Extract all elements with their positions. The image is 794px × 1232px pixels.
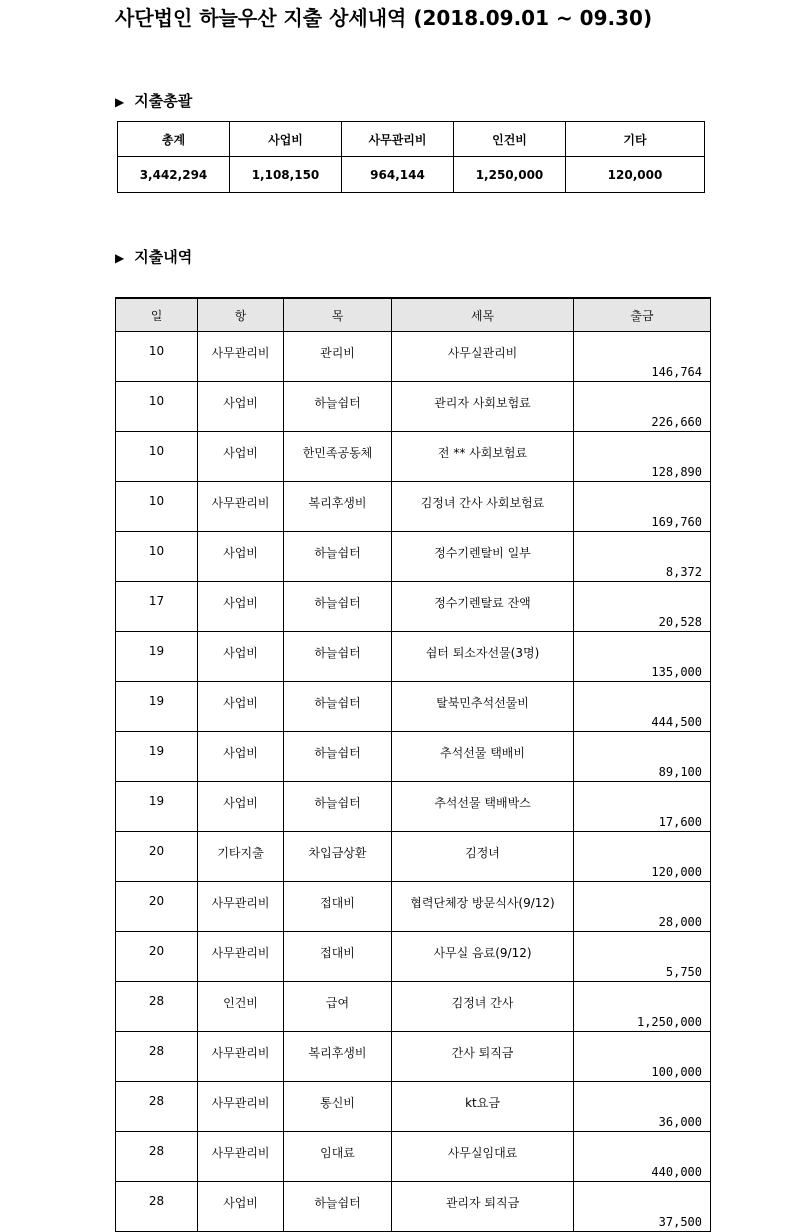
summary-header-cell: 사업비	[230, 122, 342, 157]
detail-cell: 사무실 음료(9/12)	[392, 932, 574, 982]
day-cell: 10	[116, 432, 198, 482]
item-cell: 사무관리비	[198, 1082, 284, 1132]
summary-header-cell: 인건비	[454, 122, 566, 157]
table-row	[116, 682, 711, 732]
day-cell: 28	[116, 1132, 198, 1182]
item-cell: 사무관리비	[198, 882, 284, 932]
item-cell: 사무관리비	[198, 1032, 284, 1082]
summary-value-cell: 964,144	[342, 157, 454, 193]
detail-header-cell: 항	[198, 298, 284, 332]
detail-cell: 전 ** 사회보험료	[392, 432, 574, 482]
detail-section-heading	[115, 246, 192, 267]
detail-header-cell: 일	[116, 298, 198, 332]
detail-cell: 정수기렌탈료 잔액	[392, 582, 574, 632]
table-row	[116, 582, 711, 632]
day-cell: 19	[116, 632, 198, 682]
amount-cell: 100,000	[574, 1032, 711, 1082]
category-cell: 접대비	[284, 882, 392, 932]
category-cell: 하늘쉼터	[284, 632, 392, 682]
table-row	[116, 332, 711, 382]
day-cell: 20	[116, 882, 198, 932]
category-cell: 하늘쉼터	[284, 782, 392, 832]
detail-cell: 김정녀	[392, 832, 574, 882]
table-row	[116, 882, 711, 932]
day-cell: 19	[116, 782, 198, 832]
category-cell: 급여	[284, 982, 392, 1032]
day-cell: 19	[116, 732, 198, 782]
amount-cell: 89,100	[574, 732, 711, 782]
detail-header-cell: 목	[284, 298, 392, 332]
category-cell: 하늘쉼터	[284, 532, 392, 582]
summary-header-cell: 기타	[566, 122, 705, 157]
item-cell: 사무관리비	[198, 1132, 284, 1182]
item-cell: 사업비	[198, 582, 284, 632]
category-cell: 차입금상환	[284, 832, 392, 882]
amount-cell: 20,528	[574, 582, 711, 632]
category-cell: 복리후생비	[284, 1032, 392, 1082]
amount-cell: 120,000	[574, 832, 711, 882]
table-row	[116, 482, 711, 532]
summary-header-cell: 총계	[118, 122, 230, 157]
category-cell: 관리비	[284, 332, 392, 382]
amount-cell: 28,000	[574, 882, 711, 932]
amount-cell: 17,600	[574, 782, 711, 832]
detail-cell: kt요금	[392, 1082, 574, 1132]
item-cell: 사업비	[198, 782, 284, 832]
item-cell: 사무관리비	[198, 932, 284, 982]
day-cell: 10	[116, 532, 198, 582]
summary-header-cell: 사무관리비	[342, 122, 454, 157]
table-row	[116, 782, 711, 832]
detail-cell: 쉼터 퇴소자선물(3명)	[392, 632, 574, 682]
category-cell: 하늘쉼터	[284, 382, 392, 432]
summary-value-row	[118, 157, 705, 193]
day-cell: 20	[116, 832, 198, 882]
category-cell: 하늘쉼터	[284, 1182, 392, 1232]
table-row	[116, 432, 711, 482]
item-cell: 사업비	[198, 1182, 284, 1232]
amount-cell: 128,890	[574, 432, 711, 482]
detail-cell: 협력단체장 방문식사(9/12)	[392, 882, 574, 932]
detail-heading-text: 지출내역	[134, 248, 193, 266]
amount-cell: 5,750	[574, 932, 711, 982]
day-cell: 28	[116, 1182, 198, 1232]
detail-header-cell: 세목	[392, 298, 574, 332]
day-cell: 10	[116, 332, 198, 382]
triangle-marker-icon: ▶	[115, 251, 125, 265]
item-cell: 사무관리비	[198, 482, 284, 532]
amount-cell: 1,250,000	[574, 982, 711, 1032]
summary-value-cell: 120,000	[566, 157, 705, 193]
amount-cell: 169,760	[574, 482, 711, 532]
table-row	[116, 1132, 711, 1182]
amount-cell: 36,000	[574, 1082, 711, 1132]
day-cell: 28	[116, 1082, 198, 1132]
amount-cell: 135,000	[574, 632, 711, 682]
category-cell: 접대비	[284, 932, 392, 982]
item-cell: 사업비	[198, 432, 284, 482]
amount-cell: 37,500	[574, 1182, 711, 1232]
table-row	[116, 1032, 711, 1082]
amount-cell: 226,660	[574, 382, 711, 432]
page-title: 사단법인 하늘우산 지출 상세내역 (2018.09.01 ~ 09.30)	[115, 6, 653, 30]
item-cell: 사업비	[198, 532, 284, 582]
summary-header-row	[118, 122, 705, 157]
detail-cell: 사무실임대료	[392, 1132, 574, 1182]
day-cell: 28	[116, 1032, 198, 1082]
expense-detail-table	[115, 297, 711, 1232]
day-cell: 10	[116, 382, 198, 432]
item-cell: 인건비	[198, 982, 284, 1032]
category-cell: 하늘쉼터	[284, 682, 392, 732]
category-cell: 하늘쉼터	[284, 582, 392, 632]
category-cell: 통신비	[284, 1082, 392, 1132]
table-row	[116, 632, 711, 682]
table-row	[116, 1182, 711, 1232]
detail-table-body	[116, 332, 711, 1232]
detail-cell: 김정녀 간사	[392, 982, 574, 1032]
detail-cell: 추석선물 택배박스	[392, 782, 574, 832]
triangle-marker-icon: ▶	[115, 95, 125, 109]
table-row	[116, 982, 711, 1032]
summary-value-cell: 3,442,294	[118, 157, 230, 193]
summary-heading-text: 지출총괄	[134, 92, 193, 110]
table-row	[116, 532, 711, 582]
detail-cell: 김정녀 간사 사회보험료	[392, 482, 574, 532]
detail-cell: 관리자 사회보험료	[392, 382, 574, 432]
detail-header-cell: 출금	[574, 298, 711, 332]
amount-cell: 146,764	[574, 332, 711, 382]
item-cell: 기타지출	[198, 832, 284, 882]
table-row	[116, 932, 711, 982]
category-cell: 한민족공동체	[284, 432, 392, 482]
category-cell: 하늘쉼터	[284, 732, 392, 782]
day-cell: 10	[116, 482, 198, 532]
item-cell: 사업비	[198, 732, 284, 782]
table-row	[116, 1082, 711, 1132]
detail-cell: 간사 퇴직금	[392, 1032, 574, 1082]
detail-cell: 탈북민추석선물비	[392, 682, 574, 732]
detail-header-row	[116, 298, 711, 332]
detail-cell: 추석선물 택배비	[392, 732, 574, 782]
amount-cell: 8,372	[574, 532, 711, 582]
table-row	[116, 832, 711, 882]
summary-table	[117, 121, 705, 193]
category-cell: 임대료	[284, 1132, 392, 1182]
day-cell: 19	[116, 682, 198, 732]
table-row	[116, 732, 711, 782]
amount-cell: 440,000	[574, 1132, 711, 1182]
detail-cell: 관리자 퇴직금	[392, 1182, 574, 1232]
summary-value-cell: 1,108,150	[230, 157, 342, 193]
amount-cell: 444,500	[574, 682, 711, 732]
item-cell: 사무관리비	[198, 332, 284, 382]
summary-section-heading	[115, 90, 192, 111]
detail-cell: 정수기렌탈비 일부	[392, 532, 574, 582]
category-cell: 복리후생비	[284, 482, 392, 532]
day-cell: 17	[116, 582, 198, 632]
summary-value-cell: 1,250,000	[454, 157, 566, 193]
detail-cell: 사무실관리비	[392, 332, 574, 382]
item-cell: 사업비	[198, 382, 284, 432]
item-cell: 사업비	[198, 632, 284, 682]
table-row	[116, 382, 711, 432]
day-cell: 20	[116, 932, 198, 982]
day-cell: 28	[116, 982, 198, 1032]
item-cell: 사업비	[198, 682, 284, 732]
